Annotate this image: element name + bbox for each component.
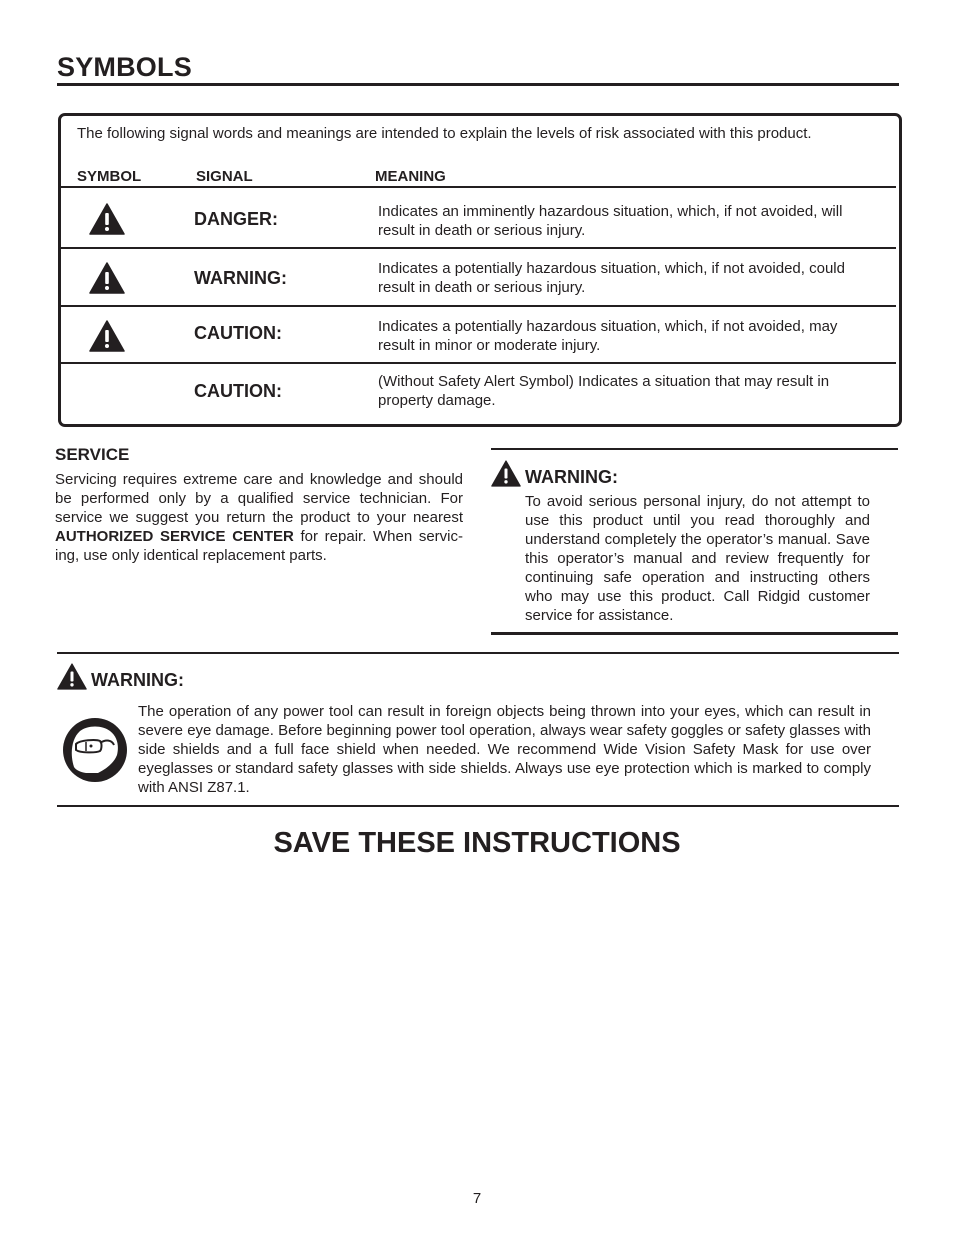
eye-warning-heading: WARNING: <box>91 670 184 690</box>
row-divider <box>61 362 896 364</box>
safety-alert-icon <box>89 262 125 294</box>
signal-caution: CAUTION: <box>194 323 282 343</box>
warning-box-top-rule <box>491 448 898 450</box>
safety-alert-icon <box>57 663 87 690</box>
service-text: Servicing requires extreme care and knowledge and should be performed only by a qualified service technician. For service we suggest you return the product to your nearest AUTHORIZED SERVICE CENTER for repair. When servic-ing, use only identical replacement parts. <box>55 471 463 564</box>
warning-text: To avoid serious personal injury, do not attempt to use this product until you read thoroughly and understand completely the operator’s manual. Save this operator’s manual and review frequently for continuing safe operation and instructing others who may use this product. Call Ridgid customer service for assistance. <box>525 493 870 624</box>
header-symbol: SYMBOL <box>77 168 142 185</box>
symbols-intro: The following signal words and meanings are intended to explain the levels of risk associated with this product. <box>77 125 812 142</box>
page-title: SYMBOLS <box>57 52 192 82</box>
safety-goggles-icon <box>62 717 128 783</box>
title-rule <box>57 83 899 86</box>
safety-alert-icon <box>89 203 125 235</box>
header-signal: SIGNAL <box>196 168 253 185</box>
safety-alert-icon <box>491 460 521 487</box>
safety-alert-icon <box>89 320 125 352</box>
meaning-caution-no-symbol: (Without Safety Alert Symbol) Indicates a situation that may result in property damage. <box>378 373 830 409</box>
signal-danger: DANGER: <box>194 209 278 229</box>
meaning-caution: Indicates a potentially hazardous situation, which, if not avoided, may result in minor or moderate injury. <box>378 318 838 354</box>
meaning-warning: Indicates a potentially hazardous situation, which, if not avoided, could result in death or serious injury. <box>378 260 845 296</box>
eye-warning-text: The operation of any power tool can result in foreign objects being thrown into your eyes, which can result in severe eye damage. Before beginning power tool operation, always wear safety goggles or safety glasses with side shields and a full face shield when needed. We recommend Wide Vision Safety Mask for use over eyeglasses or standard safety glasses with side shields. Always use eye protection which is marked to comply with ANSI Z87.1. <box>138 703 871 796</box>
warning-box-bottom-rule <box>491 632 898 635</box>
header-meaning: MEANING <box>375 168 446 185</box>
row-divider <box>61 305 896 307</box>
page-number: 7 <box>472 1190 482 1207</box>
authorized-service-center: AUTHORIZED SERVICE CENTER <box>55 528 294 545</box>
eye-warning-bottom-rule <box>57 805 899 807</box>
signal-warning: WARNING: <box>194 268 287 288</box>
save-instructions-heading: SAVE THESE INSTRUCTIONS <box>273 827 681 859</box>
service-heading: SERVICE <box>55 445 130 464</box>
row-divider <box>61 247 896 249</box>
eye-warning-top-rule <box>57 652 899 654</box>
signal-caution-no-symbol: CAUTION: <box>194 381 282 401</box>
row-divider <box>61 186 896 188</box>
warning-heading: WARNING: <box>525 467 618 487</box>
meaning-danger: Indicates an imminently hazardous situation, which, if not avoided, will result in death or serious injury. <box>378 203 843 239</box>
